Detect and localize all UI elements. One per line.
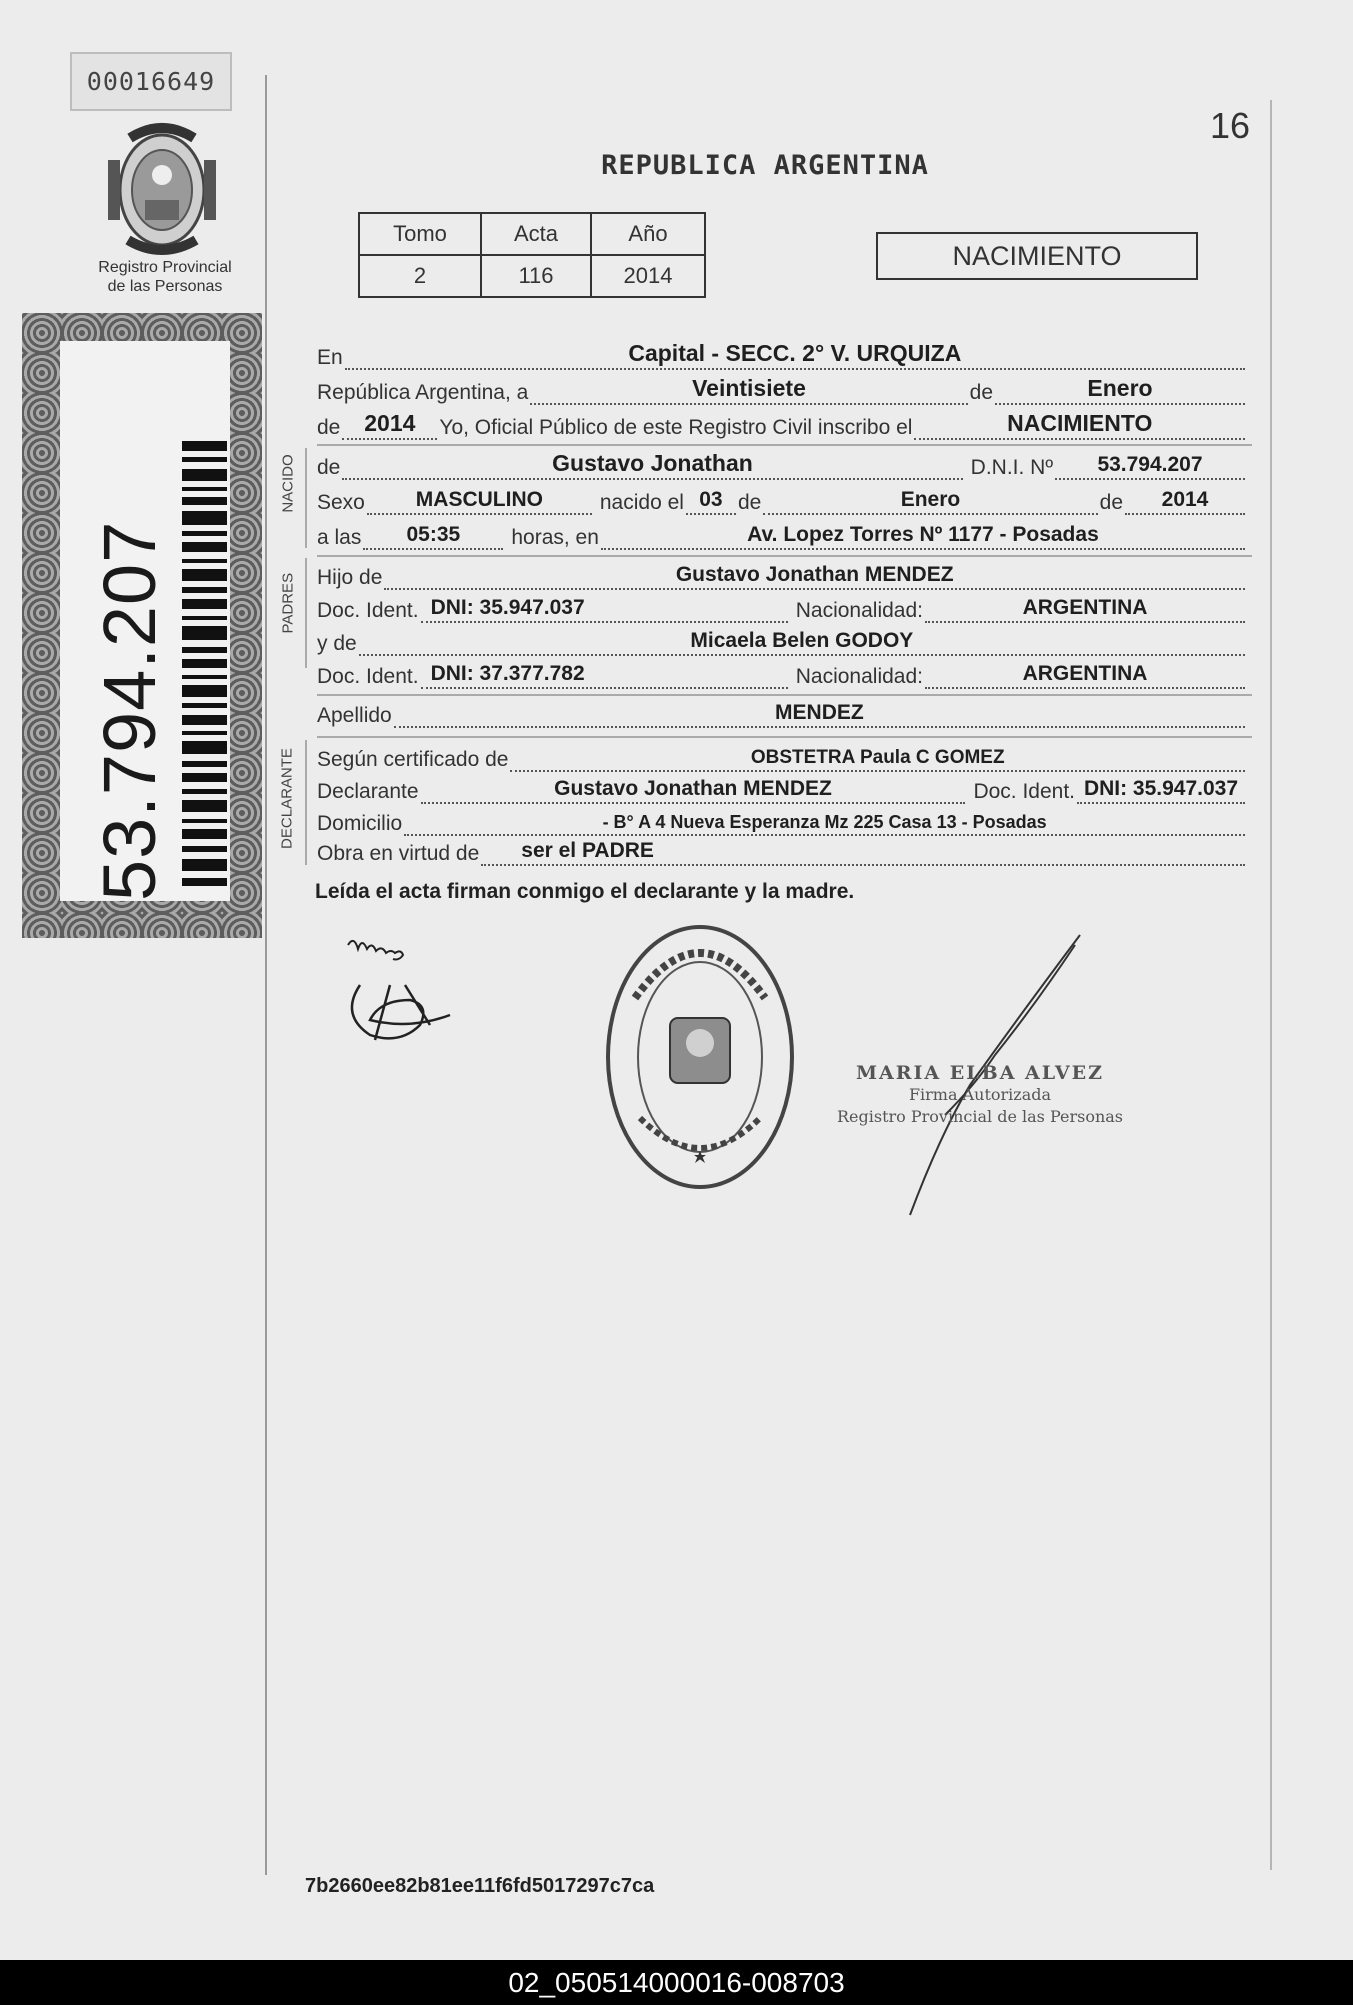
row-place: En Capital - SECC. 2° V. URQUIZA [317, 340, 1247, 370]
serial-number: 00016649 [70, 52, 232, 111]
row-date: República Argentina, a Veintisiete de Enero [317, 375, 1247, 405]
row-apellido: Apellido MENDEZ [317, 698, 1247, 728]
row-declarante: Declarante Gustavo Jonathan MENDEZ Doc. Ident. DNI: 35.947.037 [317, 774, 1247, 804]
page-title: REPUBLICA ARGENTINA [601, 150, 929, 181]
file-id: 02_050514000016-008703 [508, 1966, 845, 1998]
province-seal-icon [100, 120, 230, 260]
barcode-icon [182, 441, 227, 891]
row-oficial: de 2014 Yo, Oficial Público de este Registro Civil inscribo el NACIMIENTO [317, 410, 1247, 440]
barcode-panel [22, 313, 262, 938]
file-id-bar [0, 1960, 1353, 2005]
record-type-box: NACIMIENTO [876, 232, 1198, 280]
row-mother: y de Micaela Belen GODOY [317, 626, 1247, 656]
barcode-label [60, 341, 230, 901]
section-declarante: DECLARANTE [278, 748, 296, 849]
row-father-doc: Doc. Ident. DNI: 35.947.037 Nacionalidad: ARGENTINA [317, 593, 1247, 623]
page-border-left [265, 75, 267, 1875]
row-nacido-hora: a las 05:35 horas, en Av. Lopez Torres Nº 1177 - Posadas [317, 520, 1247, 550]
section-padres: PADRES [279, 572, 297, 634]
document-hash: 7b2660ee82b81ee11f6fd5017297c7ca [305, 1875, 655, 1897]
row-nacido-sexo: Sexo MASCULINO nacido el 03 de Enero de 2014 [317, 485, 1247, 515]
row-nacido-name: de Gustavo Jonathan D.N.I. Nº 53.794.207 [317, 450, 1247, 480]
place-value: Capital - SECC. 2° V. URQUIZA [628, 340, 962, 366]
acta-value: 116 [481, 255, 591, 297]
declarant-signature-icon [330, 925, 480, 1075]
page-border-right [1270, 100, 1272, 1870]
authorized-official: MARIA ELBA ALVEZ Firma Autorizada Registro Provincial de las Personas [836, 1062, 1124, 1126]
tomo-header: Tomo [359, 213, 481, 255]
row-obra: Obra en virtud de ser el PADRE [317, 836, 1247, 866]
row-father: Hijo de Gustavo Jonathan MENDEZ [317, 560, 1247, 590]
official-stamp-icon [600, 918, 800, 1196]
anio-value: 2014 [591, 255, 705, 297]
registry-name: Registro Provincial de las Personas [98, 259, 232, 295]
closing-statement: Leída el acta firman conmigo el declarante y la madre. [315, 880, 855, 903]
section-nacido: NACIDO [279, 454, 297, 513]
row-domicilio: Domicilio - B° A 4 Nueva Esperanza Mz 225 Casa 13 - Posadas [317, 806, 1247, 836]
book-reference-table [358, 212, 706, 298]
barcode-dni-text: 53.794.207 [88, 520, 171, 901]
row-certificado: Según certificado de OBSTETRA Paula C GOMEZ [317, 742, 1247, 772]
anio-header: Año [591, 213, 705, 255]
tomo-value: 2 [359, 255, 481, 297]
acta-header: Acta [481, 213, 591, 255]
row-mother-doc: Doc. Ident. DNI: 37.377.782 Nacionalidad: ARGENTINA [317, 659, 1247, 689]
page-number: 16 [1210, 105, 1251, 146]
